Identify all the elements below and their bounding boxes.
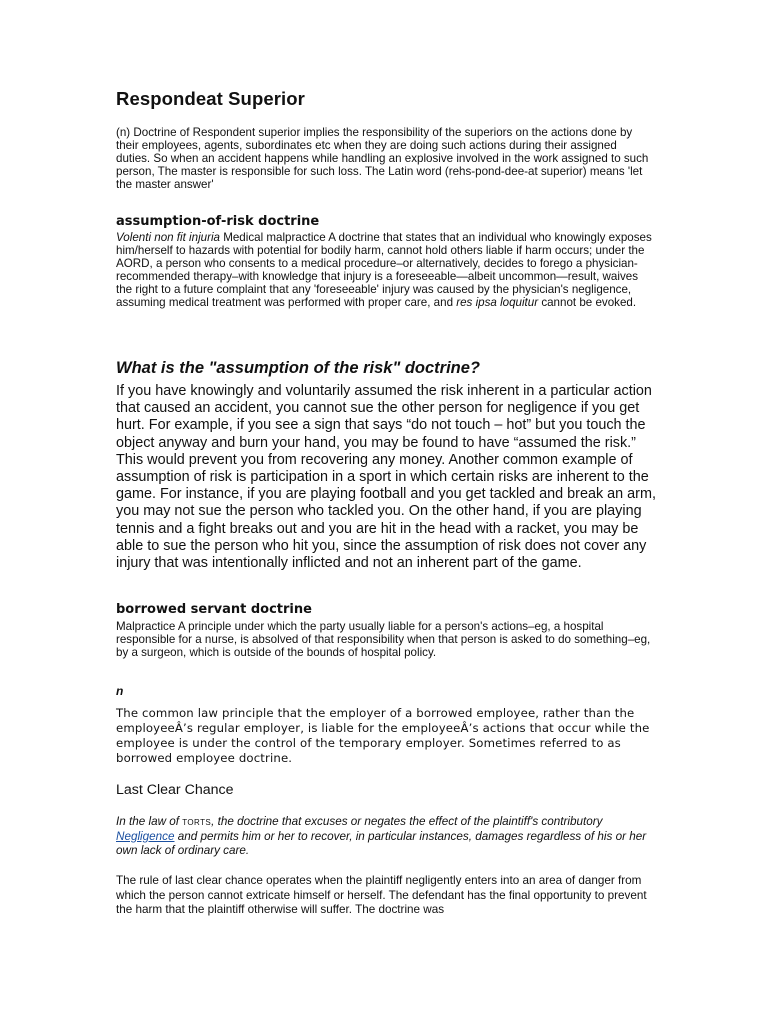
torts-term: torts (182, 816, 212, 828)
volenti-phrase: Volenti non fit injuria (116, 231, 220, 244)
last-clear-chance-body: The rule of last clear chance operates when the plaintiff negligently enters into an area of danger from which the person cannot extricate himself or herself. The defendant has the final opportunity to prevent the harm that the plaintiff otherwise will suffer. The doctrine was (116, 874, 647, 916)
assumption-question-heading: What is the "assumption of the risk" doctrine? (116, 359, 481, 377)
intro-part-b: , the doctrine that excuses or negates the effect of the plaintiff's contributory (211, 815, 603, 828)
last-clear-chance-heading: Last Clear Chance (116, 782, 234, 798)
assumption-question-body: If you have knowingly and voluntarily assumed the risk inherent in a particular action that caused an accident, you cannot sue the other person for negligence if you get hurt. For example, if you see a sign that says “do not touch – hot” but you touch the object anyway and burn your hand, you may be found to have “assumed the risk.” This would prevent you from recovering any money. Another common example of assumption of risk is participation in a sport in which certain risks are inherent to the game. For instance, if you are playing football and you get tackled and break an arm, you may not sue the person who tackled you. On the other hand, if you are playing tennis and a fight breaks out and you are hit in the head with a racket, you may be able to sue the person who hit you, since the assumption of risk does not cover any injury that was intentionally inflicted and not an inherent part of the game. (116, 383, 656, 572)
common-law-definition: The common law principle that the employer of a borrowed employee, rather than the employeeÂ’s regular employer, is liable for the employeeÂ’s actions that occur while the employee is under the control of the temporary employer. Sometimes referred to as borrowed employee doctrine. (116, 706, 650, 765)
respondeat-title: Respondeat Superior (116, 88, 305, 109)
res-ipsa-phrase: res ipsa loquitur (456, 296, 539, 309)
borrowed-servant-heading: borrowed servant doctrine (116, 602, 312, 617)
respondeat-body: (n) Doctrine of Respondent superior implies the responsibility of the superiors on the actions done by their employees, agents, subordinates etc when they are doing such actions during their assigned duties. So when an accident happens while handling an explosive involved in the work assigned to such person, The master is responsible for such loss. The Latin word (rehs-pond-dee-at superior) means 'let the master answer' (116, 126, 649, 191)
intro-part-a: In the law of (116, 815, 183, 828)
assumption-of-risk-heading: assumption-of-risk doctrine (116, 214, 320, 229)
last-clear-chance-intro (116, 815, 656, 859)
assumption-of-risk-trail: cannot be evoked. (538, 296, 637, 309)
assumption-of-risk-body (116, 231, 652, 309)
intro-part-c: and permits him or her to recover, in particular instances, damages regardless of his or her own lack of ordinary care. (116, 829, 647, 857)
borrowed-servant-body: Malpractice A principle under which the party usually liable for a person's actions–eg, a hospital responsible for a nurse, is absolved of that responsibility when that person is asked to do something–eg, by a surgeon, which is outside of the bounds of hospital policy. (116, 620, 651, 659)
noun-marker: n (116, 684, 124, 698)
assumption-of-risk-text: Medical malpractice A doctrine that states that an individual who knowingly exposes him/herself to hazards with potential for bodily harm, cannot hold others liable if harm occurs; under the AORD, a person who consents to a medical procedure–or alternatively, decides to forego a physician-recommended therapy–with knowledge that injury is a foreseeable—albeit uncommon—result, waives the right to a future complaint that any 'foreseeable' injury was caused by the physician's negligence, assuming medical treatment was performed with proper care, and (116, 231, 652, 309)
negligence-link[interactable]: Negligence (116, 829, 175, 843)
